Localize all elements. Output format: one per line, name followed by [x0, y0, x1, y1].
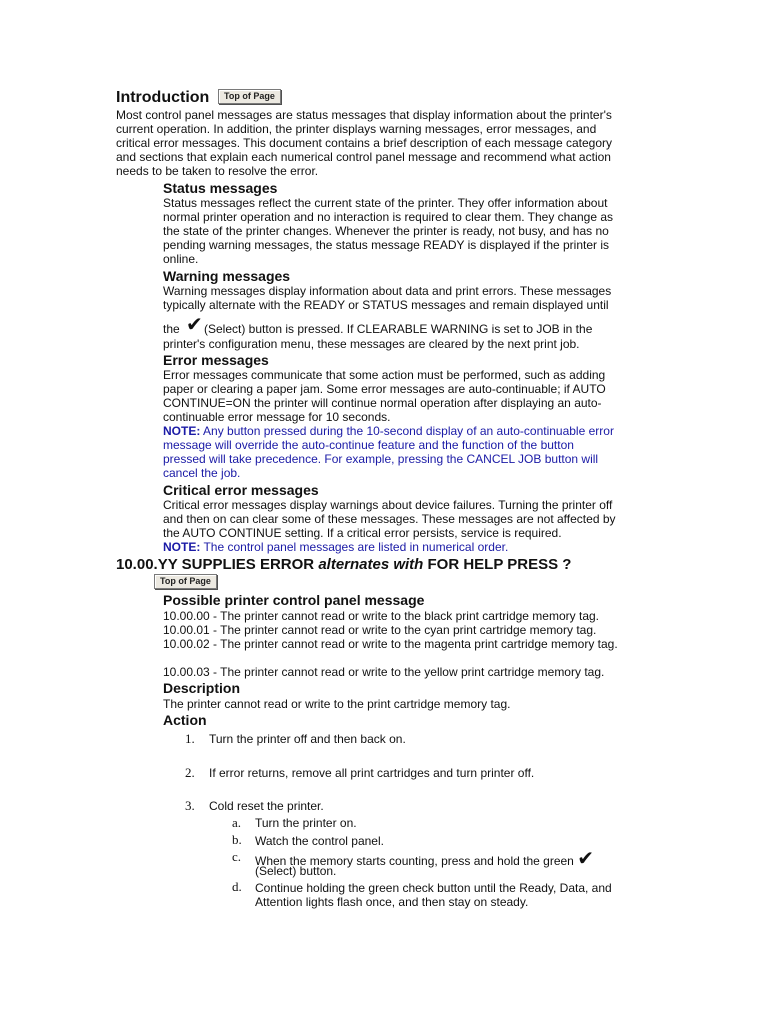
- step-text: Cold reset the printer.: [209, 799, 324, 813]
- error-note: [163, 424, 614, 438]
- text-line: critical error messages. This document contains a brief description of each message category: [116, 136, 613, 150]
- text-line: online.: [163, 252, 199, 266]
- text-line: normal printer operation and no interaction is required to clear them. They change as: [163, 210, 614, 224]
- text-line: pending warning messages, the status message READY is displayed if the printer is: [163, 238, 610, 252]
- text-line: Critical error messages display warnings about device failures. Turning the printer off: [163, 498, 613, 512]
- text-line: the AUTO CONTINUE setting. If a critical error persists, service is required.: [163, 526, 562, 540]
- substep-letter: a.: [232, 815, 242, 830]
- substep-letter: c.: [232, 849, 242, 864]
- step-number: 3.: [185, 798, 195, 813]
- critical-note: [163, 540, 616, 554]
- substep-text: [255, 881, 612, 909]
- warning-heading: Warning messages: [163, 268, 291, 284]
- error-heading: Error messages: [163, 352, 269, 368]
- description-heading: Description: [163, 680, 241, 696]
- text-line: Status messages reflect the current state of the printer. They offer information about: [163, 196, 608, 210]
- action-heading: Action: [163, 712, 207, 728]
- top-of-page-button[interactable]: Top of Page: [218, 89, 281, 104]
- text-line: Most control panel messages are status messages that display information about the printer's: [116, 108, 612, 122]
- text-fragment: the: [163, 322, 180, 336]
- list-item: 10.00.03 - The printer cannot read or write to the yellow print cartridge memory tag.: [163, 665, 605, 679]
- warning-select-line: [163, 314, 683, 338]
- text-fragment: The control panel messages are listed in numerical order.: [203, 540, 509, 554]
- text-line: printer's configuration menu, these messages are cleared by the next print job.: [163, 337, 580, 351]
- substep-text: Watch the control panel.: [255, 834, 384, 848]
- substep-text: Turn the printer on.: [255, 816, 357, 830]
- text-line: Warning messages display information about data and print errors. These messages: [163, 284, 612, 298]
- step-text: Turn the printer off and then back on.: [209, 732, 406, 746]
- text-line: pressed will take precedence. For example, pressing the CANCEL JOB button will: [163, 452, 599, 466]
- list-item: 10.00.02 - The printer cannot read or write to the magenta print cartridge memory tag.: [163, 637, 618, 651]
- substep-letter: b.: [232, 832, 242, 847]
- title-fragment: FOR HELP PRESS ?: [427, 556, 572, 573]
- text-line: the state of the printer changes. Whenever the printer is ready, not busy, and has no: [163, 224, 609, 238]
- text-line: needs to be taken to resolve the error.: [116, 164, 319, 178]
- title-fragment: 10.00.YY SUPPLIES ERROR: [116, 556, 315, 573]
- warning-paragraph: [163, 284, 611, 312]
- text-fragment: (Select) button is pressed. If CLEARABLE WARNING is set to JOB in the: [204, 322, 593, 336]
- text-line: CONTINUE=ON the printer will continue normal operation after displaying an auto-: [163, 396, 602, 410]
- text-line: Attention lights flash once, and then stay on steady.: [255, 895, 529, 909]
- error-paragraph: [163, 368, 614, 480]
- possible-message-heading: Possible printer control panel message: [163, 592, 425, 608]
- critical-paragraph: [163, 498, 616, 554]
- text-line: current operation. In addition, the printer displays warning messages, error messages, and: [116, 122, 597, 136]
- text-line: and sections that explain each numerical control panel message and recommend what action: [116, 150, 611, 164]
- list-item: 10.00.00 - The printer cannot read or write to the black print cartridge memory tag.: [163, 609, 599, 623]
- message-list: [163, 609, 618, 651]
- status-heading: Status messages: [163, 180, 278, 196]
- text-line: paper or clearing a paper jam. Some error messages are auto-continuable; if AUTO: [163, 382, 606, 396]
- intro-paragraph: [116, 108, 612, 178]
- substep-letter: d.: [232, 879, 242, 894]
- text-line: and then on can clear some of these messages. These messages are not affected by: [163, 512, 616, 526]
- status-paragraph: [163, 196, 613, 266]
- step-text: If error returns, remove all print cartridges and turn printer off.: [209, 766, 535, 780]
- critical-heading: Critical error messages: [163, 482, 319, 498]
- description-text: The printer cannot read or write to the print cartridge memory tag.: [163, 697, 511, 711]
- text-line: continuable error message for 10 seconds.: [163, 410, 391, 424]
- text-line: Error messages communicate that some action must be performed, such as adding: [163, 368, 606, 382]
- supplies-error-title: [116, 556, 571, 573]
- step-number: 1.: [185, 731, 195, 746]
- text-line: cancel the job.: [163, 466, 241, 480]
- text-line: message will override the auto-continue feature and the function of the button: [163, 438, 574, 452]
- check-icon: ✔: [577, 846, 594, 870]
- note-label: NOTE:: [163, 540, 201, 554]
- substep-text: (Select) button.: [255, 864, 337, 878]
- text-line: Continue holding the green check button until the Ready, Data, and: [255, 881, 612, 895]
- note-label: NOTE:: [163, 424, 201, 438]
- text-fragment: When the memory starts counting, press and hold the green: [255, 854, 574, 868]
- intro-heading: Introduction: [116, 89, 210, 106]
- text-fragment: Any button pressed during the 10-second display of an auto-continuable error: [203, 424, 614, 438]
- text-line: typically alternate with the READY or STATUS messages and remain displayed until: [163, 298, 609, 312]
- top-of-page-button[interactable]: Top of Page: [154, 574, 217, 589]
- check-icon: ✔: [186, 312, 203, 336]
- step-number: 2.: [185, 765, 195, 780]
- title-fragment: alternates with: [318, 556, 424, 573]
- list-item: 10.00.01 - The printer cannot read or write to the cyan print cartridge memory tag.: [163, 623, 597, 637]
